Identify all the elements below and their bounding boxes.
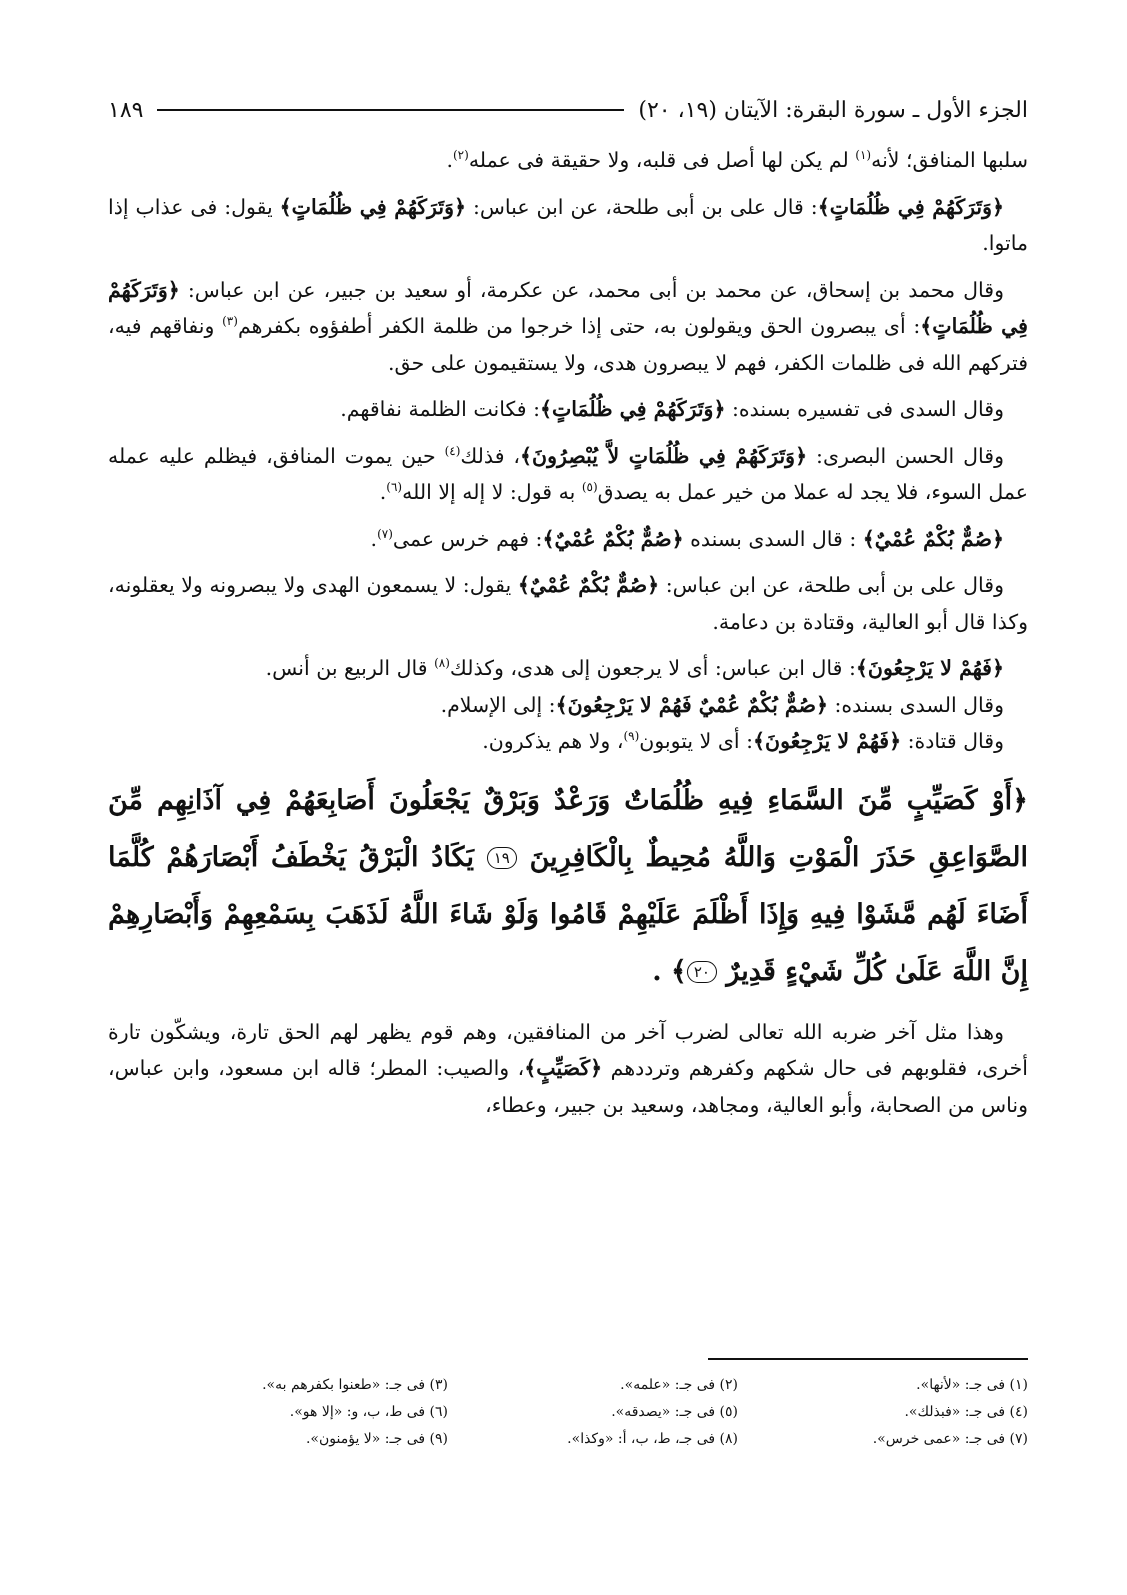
quran-quote: ﴿فَهُمْ لا يَرْجِعُونَ﴾: [855, 656, 1004, 680]
quran-verse-block: [108, 772, 1028, 1000]
text: وقال السدى بسنده:: [827, 692, 1004, 717]
text: : أى يبصرون الحق ويقولون به، حتى إذا خرجوا من ظلمة الكفر أطفؤوه بكفرهم: [237, 314, 921, 338]
text: حين يموت المنافق، فيظلم عليه عمله عمل السوء، فلا يجد له عملا من خير عمل به يصدق: [108, 443, 1028, 504]
text: ، والصيب: المطر؛ قاله ابن مسعود، وابن عباس، وناس من الصحابة، وأبو العالية، ومجاهد، وسعيد بن جبير، وعطاء،: [108, 1056, 1028, 1117]
text: وقال الحسن البصرى:: [807, 443, 1004, 468]
text: وقال محمد بن إسحاق، عن محمد بن أبى محمد، عن عكرمة، أو سعيد بن جبير، عن ابن عباس:: [179, 277, 1004, 302]
footnote-ref: (٥): [581, 480, 598, 495]
page-number: ١٨٩: [108, 97, 144, 123]
text: ، ولا هم يذكرون.: [482, 729, 624, 753]
book-page: [108, 0, 1028, 1595]
footnote-9: (٩) فى جـ: «لا يؤمنون».: [305, 1431, 448, 1447]
paragraph-11: [108, 1014, 1028, 1124]
footnote-divider: [708, 1358, 1028, 1360]
quran-quote: ﴿وَتَرَكَهُمْ فِي ظُلُمَاتٍ﴾: [279, 194, 466, 219]
text: : فهم خرس عمى: [392, 526, 543, 551]
text: .: [379, 480, 387, 504]
footnote-7: (٧) فى جـ: «عمى خرس».: [872, 1431, 1028, 1447]
text: : فكانت الظلمة نفاقهم.: [340, 397, 540, 421]
quran-quote: ﴿صُمٌّ بُكْمٌ عُمْيٌ﴾: [862, 526, 1004, 551]
text: وقال السدى فى تفسيره بسنده:: [725, 397, 1004, 421]
ayah-number-20: ٢٠: [687, 961, 717, 983]
paragraph-4: [108, 391, 1028, 428]
quran-quote: ﴿صُمٌّ بُكْمٌ عُمْيٌ فَهُمْ لا يَرْجِعُونَ﴾: [555, 692, 828, 717]
footnote-4: (٤) فى جـ: «فبذلك».: [904, 1404, 1028, 1420]
footnote-1: (١) فى جـ: «لأنها».: [916, 1377, 1028, 1393]
text: .: [370, 526, 378, 551]
text: يقول: فى عذاب إذا ماتوا.: [108, 194, 1028, 255]
footnote-ref: (٣): [222, 314, 238, 329]
running-header: [108, 92, 1028, 128]
footnotes: [168, 1372, 1028, 1453]
footnote-ref: (٨): [434, 656, 450, 671]
text: : أى لا يتوبون: [639, 729, 753, 753]
text: يقول: لا يسمعون الهدى ولا يبصرونه ولا يعقلونه، وكذا قال أبو العالية، وقتادة بن دعامة.: [108, 573, 1028, 634]
paragraph-3: [108, 272, 1028, 382]
paragraph-7: [108, 567, 1028, 640]
footnote-3: (٣) فى جـ: «طعنوا بكفرهم به».: [262, 1377, 448, 1393]
verse-text: يَكَادُ الْبَرْقُ يَخْطَفُ أَبْصَارَهُمْ كُلَّمَا أَضَاءَ لَهُم مَّشَوْا فِيهِ وَإِذَا أَظْلَمَ عَلَيْهِمْ قَامُوا وَلَوْ شَاءَ اللَّهُ لَذَهَبَ بِسَمْعِهِمْ وَأَبْصَارِهِمْ إِنَّ اللَّهَ عَلَىٰ كُلِّ شَيْءٍ قَدِيرٌ: [108, 841, 1028, 987]
quran-quote: ﴿وَتَرَكَهُمْ فِي ظُلُمَاتٍ﴾: [108, 277, 1028, 338]
paragraph-9: [108, 687, 1028, 724]
footnote-ref: (٤): [444, 443, 461, 458]
paragraph-6: [108, 521, 1028, 558]
verse-text: ﴿أَوْ كَصَيِّبٍ مِّنَ السَّمَاءِ فِيهِ ظُلُمَاتٌ وَرَعْدٌ وَبَرْقٌ يَجْعَلُونَ أَصَابِعَهُمْ فِي آذَانِهِم مِّنَ الصَّوَاعِقِ حَذَرَ الْمَوْتِ وَاللَّهُ مُحِيطٌ بِالْكَافِرِينَ: [108, 784, 1028, 873]
text: .: [446, 148, 453, 172]
quran-quote: ﴿فَهُمْ لا يَرْجِعُونَ﴾: [753, 729, 902, 753]
paragraph-8: [108, 650, 1028, 687]
text: : قال السدى بسنده: [683, 526, 863, 551]
footnote-ref: (٧): [377, 526, 393, 541]
footnote-ref: (٢): [452, 148, 469, 163]
paragraph-1: [108, 142, 1028, 179]
text: قال الربيع بن أنس.: [265, 656, 435, 680]
ayah-number-19: ١٩: [487, 847, 517, 869]
footnote-5: (٥) فى جـ: «يصدقه».: [611, 1404, 738, 1420]
verse-text: ﴾ .: [652, 955, 687, 987]
text: : إلى الإسلام.: [440, 692, 556, 717]
text: وهذا مثل آخر ضربه الله تعالى لضرب آخر من المنافقين، وهم قوم يظهر لهم الحق تارة، ويشكّون تارة أخرى، فقلوبهم فى حال شكهم وكفرهم وترددهم: [108, 1019, 1028, 1080]
text: ونفاقهم فيه، فتركهم الله فى ظلمات الكفر، فهم لا يبصرون هدى، ولا يستقيمون على حق.: [108, 314, 1028, 375]
text: به قول: لا إله إلا الله: [402, 480, 582, 504]
footnote-ref: (٦): [386, 480, 403, 495]
quran-quote: ﴿كَصَيِّبٍ﴾: [524, 1056, 603, 1080]
quran-quote: ﴿صُمٌّ بُكْمٌ عُمْيٌ﴾: [542, 526, 684, 551]
quran-quote: ﴿وَتَرَكَهُمْ فِي ظُلُمَاتٍ﴾: [817, 194, 1005, 219]
footnote-8: (٨) فى جـ، ط، ب، أ: «وكذا».: [567, 1431, 738, 1447]
quran-quote: ﴿وَتَرَكَهُمْ فِي ظُلُمَاتٍ لاَّ يُبْصِرُونَ﴾: [520, 443, 808, 468]
footnote-2: (٢) فى جـ: «علمه».: [620, 1377, 738, 1393]
paragraph-10: [108, 723, 1028, 760]
text: سلبها المنافق؛ لأنه: [871, 148, 1028, 172]
paragraph-2: [108, 189, 1028, 262]
text: لم يكن لها أصل فى قلبه، ولا حقيقة فى عمله: [468, 148, 856, 172]
quran-quote: ﴿صُمٌّ بُكْمٌ عُمْيٌ﴾: [517, 573, 660, 597]
main-text: [108, 142, 1028, 1123]
text: : قال ابن عباس: أى لا يرجعون إلى هدى، وكذلك: [449, 656, 856, 680]
text: وقال على بن أبى طلحة، عن ابن عباس:: [659, 573, 1004, 597]
header-rule: [157, 109, 624, 111]
quran-quote: ﴿وَتَرَكَهُمْ فِي ظُلُمَاتٍ﴾: [540, 397, 726, 421]
header-title: الجزء الأول ـ سورة البقرة: الآيتان (١٩، ٢٠): [638, 97, 1028, 123]
footnote-ref: (١): [855, 148, 872, 163]
footnote-6: (٦) فى ط، ب، و: «إلا هو».: [289, 1404, 448, 1420]
text: وقال قتادة:: [901, 729, 1004, 753]
footnote-ref: (٩): [623, 729, 640, 744]
paragraph-5: [108, 438, 1028, 511]
text: : قال على بن أبى طلحة، عن ابن عباس:: [466, 194, 818, 219]
text: ، فذلك: [460, 443, 521, 468]
